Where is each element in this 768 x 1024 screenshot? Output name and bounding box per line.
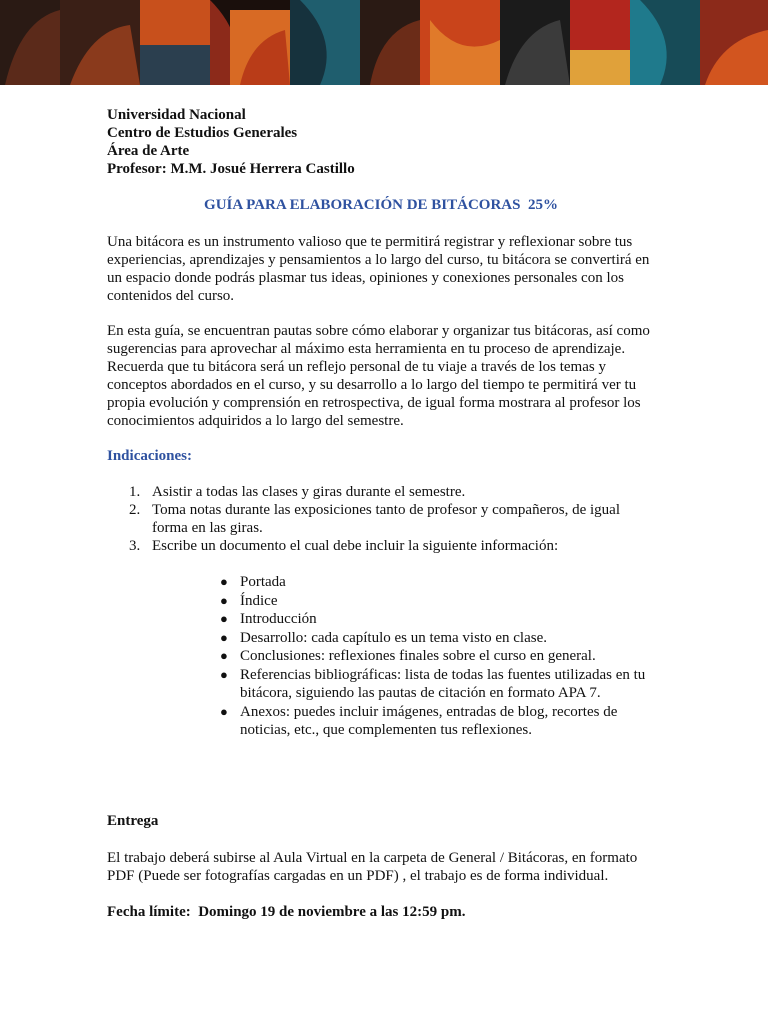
list-item-text: Toma notas durante las exposiciones tanto de profesor y compañeros, de igual forma en las giras. — [152, 502, 620, 536]
bullet-text: Anexos: puedes incluir imágenes, entradas de blog, recortes de noticias, etc., que complementen tus reflexiones. — [240, 703, 618, 738]
institution-header — [107, 106, 655, 178]
instructions-list — [107, 483, 647, 555]
entrega-heading: Entrega — [107, 813, 159, 829]
bullet-item — [107, 666, 647, 703]
list-item-text: Asistir a todas las clases y giras durante el semestre. — [152, 484, 466, 500]
bullet-icon: ● — [220, 574, 228, 589]
document-title: GUÍA PARA ELABORACIÓN DE BITÁCORAS 25% — [204, 197, 558, 213]
list-number: 2. — [129, 502, 141, 518]
intro-paragraph-1: Una bitácora es un instrumento valioso que te permitirá registrar y reflexionar sobre tus experiencias, aprendizajes y pensamientos a lo largo del curso, tu bitácora se convertirá en un espacio donde podrás plasmar tus ideas, opiniones y conexiones personales con los contenidos del curso. — [107, 234, 650, 304]
decorative-banner — [0, 0, 768, 85]
bullet-item — [107, 703, 647, 740]
indicaciones-heading: Indicaciones: — [107, 448, 193, 464]
document-body — [107, 106, 655, 920]
university-name: Universidad Nacional — [107, 107, 246, 123]
professor-name: Profesor: M.M. Josué Herrera Castillo — [107, 161, 355, 177]
list-number: 1. — [129, 484, 141, 500]
document-contents-list — [107, 573, 647, 740]
bullet-item — [107, 573, 647, 592]
bullet-icon: ● — [220, 666, 228, 682]
bullet-icon: ● — [220, 703, 228, 719]
list-item — [107, 537, 647, 555]
entrega-paragraph: El trabajo deberá subirse al Aula Virtual en la carpeta de General / Bitácoras, en formato PDF (Puede ser fotografías cargadas en un PDF) , el trabajo es de forma individual. — [107, 850, 638, 884]
bullet-text: Índice — [240, 592, 278, 609]
bullet-text: Desarrollo: cada capítulo es un tema visto en clase. — [240, 629, 547, 646]
center-name: Centro de Estudios Generales — [107, 125, 298, 141]
bullet-icon: ● — [220, 648, 228, 663]
list-number: 3. — [129, 538, 141, 554]
bullet-item — [107, 647, 647, 666]
bullet-item — [107, 610, 647, 629]
bullet-icon: ● — [220, 611, 228, 626]
bullet-item — [107, 629, 647, 648]
bullet-item — [107, 592, 647, 611]
deadline-text: Fecha límite: Domingo 19 de noviembre a las 12:59 pm. — [107, 904, 466, 920]
area-name: Área de Arte — [107, 143, 190, 159]
intro-paragraph-2: En esta guía, se encuentran pautas sobre cómo elaborar y organizar tus bitácoras, así como sugerencias para aprovechar al máximo esta herramienta en tu proceso de aprendizaje. Recuerda que tu bitácora será un reflejo personal de tu viaje a través de los temas y conceptos abordados en el curso, y su desarrollo a lo largo del tiempo te permitirá ver tu propia evolución y comprensión en retrospectiva, de igual forma mostrara al profesor los conocimientos adquiridos a lo largo del semestre. — [107, 323, 650, 429]
bullet-icon: ● — [220, 592, 228, 608]
list-item — [107, 501, 647, 537]
list-item — [107, 483, 647, 501]
bullet-icon: ● — [220, 629, 228, 645]
bullet-text: Portada — [240, 574, 286, 590]
bullet-text: Introducción — [240, 611, 317, 627]
abstract-pattern-image — [0, 0, 768, 85]
bullet-text: Referencias bibliográficas: lista de todas las fuentes utilizadas en tu bitácora, siguiendo las pautas de citación en formato APA 7. — [240, 666, 646, 701]
list-item-text: Escribe un documento el cual debe incluir la siguiente información: — [152, 538, 559, 554]
bullet-text: Conclusiones: reflexiones finales sobre el curso en general. — [240, 648, 596, 664]
